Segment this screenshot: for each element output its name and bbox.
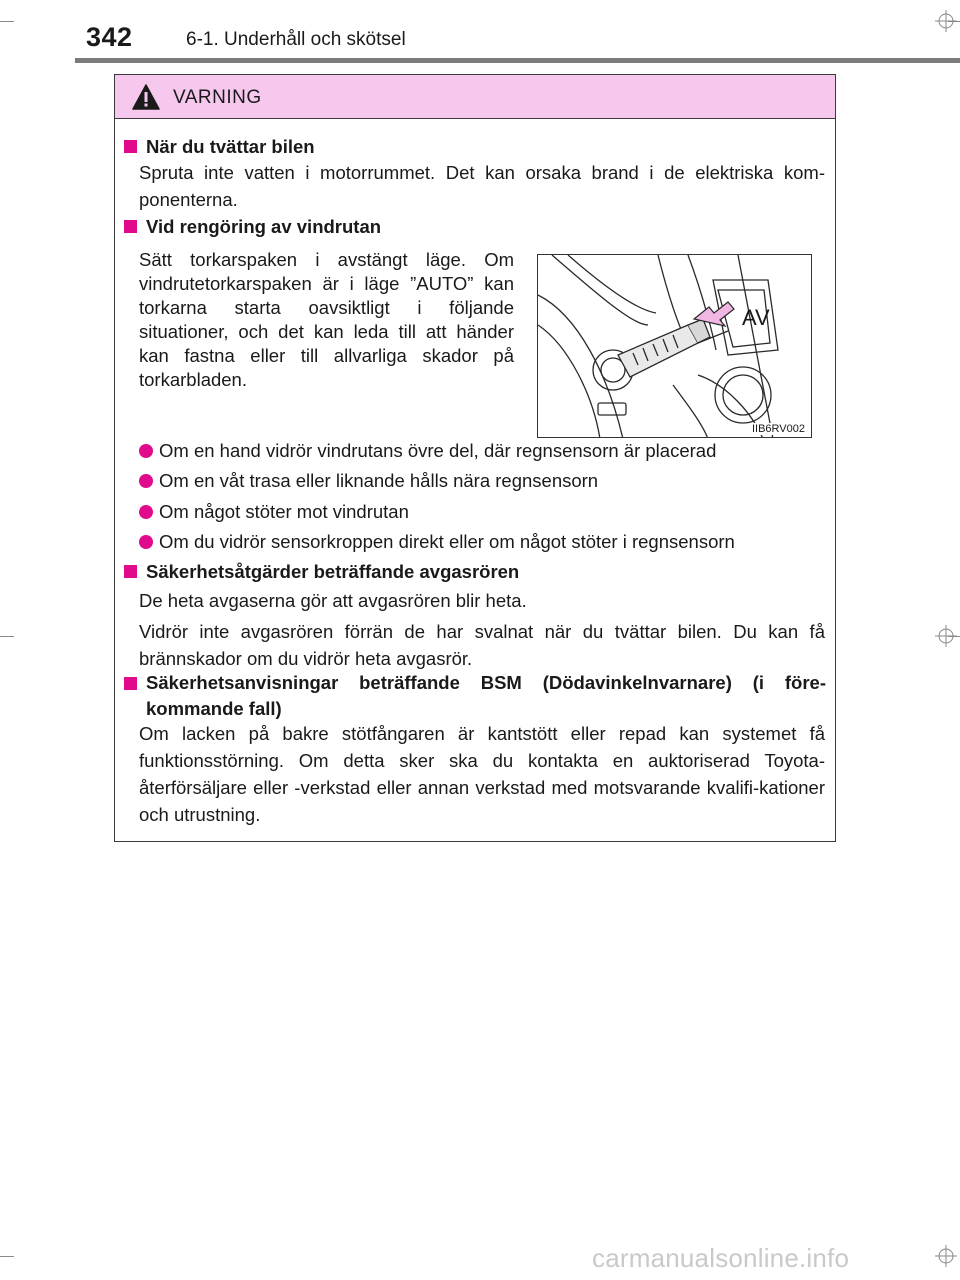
section-title: 6-1. Underhåll och skötsel (186, 29, 406, 50)
circle-bullet-icon (139, 505, 153, 519)
warning-triangle-icon (132, 84, 160, 110)
square-bullet-icon (124, 220, 137, 233)
list-item: Om en våt trasa eller liknande hålls nära regnsensorn (139, 468, 598, 494)
figure-label-av: AV (742, 305, 770, 330)
header-rule (75, 58, 960, 63)
square-bullet-icon (124, 677, 137, 690)
circle-bullet-icon (139, 474, 153, 488)
steering-wiper-illustration (538, 255, 812, 438)
registration-mark-icon (935, 625, 957, 647)
paragraph: Sätt torkarspaken i avstängt läge. Om vindrutetorkarspaken är i läge ”AUTO” kan torkarna starta oavsiktligt i följande situationer, och det kan leda till att händer kan fastna eller till allvarliga skador på torkarbladen. (139, 249, 514, 390)
footer-watermark: carmanualsonline.info (592, 1243, 850, 1273)
section-heading: Vid rengöring av vindrutan (124, 214, 381, 240)
page-number: 342 (86, 22, 133, 52)
page-header (0, 0, 960, 60)
crop-mark (0, 636, 14, 637)
section-heading: Säkerhetsåtgärder beträffande avgasrören (124, 559, 519, 585)
list-item: Om du vidrör sensorkroppen direkt eller om något stöter i regnsensorn (139, 529, 735, 555)
list-item: Om något stöter mot vindrutan (139, 499, 409, 525)
warning-header (115, 75, 835, 119)
wiper-lever-figure (537, 254, 812, 438)
paragraph: Vidrör inte avgasrören förrän de har svalnat när du tvättar bilen. Du kan få brännskador om du vidrör heta avgasrör. (139, 621, 825, 669)
paragraph: De heta avgaserna gör att avgasrören blir heta. (139, 590, 527, 611)
section-heading: Säkerhetsanvisningar beträffande BSM (Dödavinkelnvarnare) (i före-kommande fall) (124, 670, 826, 722)
paragraph: Spruta inte vatten i motorrummet. Det kan orsaka brand i de elektriska kom-ponenterna. (139, 162, 825, 210)
warning-title: VARNING (173, 87, 262, 108)
figure-code: IIB6RV002 (751, 423, 805, 435)
registration-mark-icon (935, 1245, 957, 1267)
paragraph: Om lacken på bakre stötfångaren är kantstött eller repad kan systemet få funktionsstörning. Om detta sker ska du kontakta en auktoriserad Toyota-återförsäljare eller -verkstad eller annan verkstad med motsvarande kvalifi-kationer och utrustning. (139, 723, 825, 825)
section-heading: När du tvättar bilen (124, 134, 315, 160)
list-item: Om en hand vidrör vindrutans övre del, där regnsensorn är placerad (139, 438, 716, 464)
crop-mark (0, 1256, 14, 1257)
circle-bullet-icon (139, 444, 153, 458)
circle-bullet-icon (139, 535, 153, 549)
square-bullet-icon (124, 140, 137, 153)
square-bullet-icon (124, 565, 137, 578)
